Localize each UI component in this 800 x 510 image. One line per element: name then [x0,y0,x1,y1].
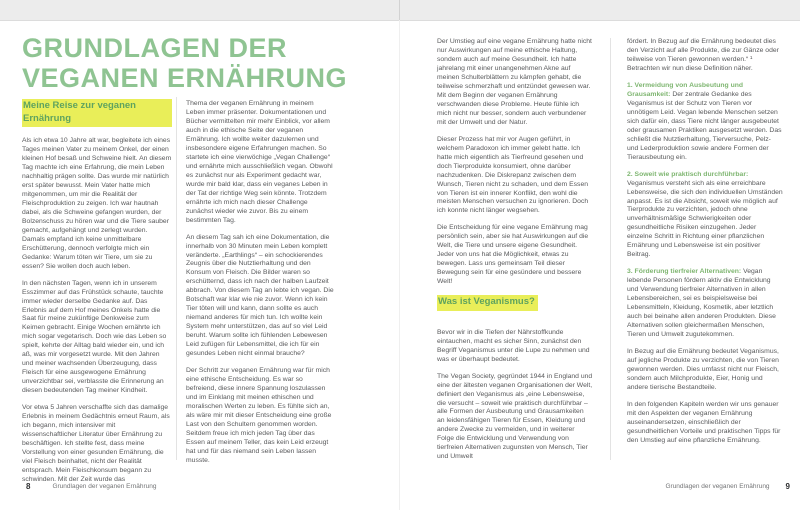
footer-chapter-label: Grundlagen der veganen Ernährung [665,483,770,490]
right-page-column-1 [437,38,593,462]
definition-item-text: Veganismus versteht sich als eine erreichbare Lebensweise, die sich den individuellen Umständen anpasst. Es ist die Absicht, soweit wie möglich auf Tierprodukte zu verzichten, jedoch ohne unverhältnismäßige Schwierigkeiten oder gesundheitliche Risiken einzugehen. Jeder einzelne Schritt in Richtung einer pflanzlichen Ernährung und Lebensweise ist ein positiver Beitrag. [627,179,783,259]
body-paragraph: Bevor wir in die Tiefen der Nährstoffkunde eintauchen, macht es sicher Sinn, zunächst den Begriff Veganismus unter die Lupe zu nehmen und was er überhaupt bedeutet. [437,328,590,363]
body-paragraph: In Bezug auf die Ernährung bedeutet Veganismus, auf jegliche Produkte zu verzichten, die von Tieren gewonnen werden. Dies umfasst nicht nur Fleisch, sondern auch Milchprodukte, Eier, Honig und andere tierische Bestandteile. [627,348,779,391]
right-page-footer [627,482,790,491]
definition-item-lead: 1. Vermeidung von Ausbeutung und Grausamkeit: [627,81,744,98]
body-paragraph: The Vegan Society, gegründet 1944 in England und eine der ältesten veganen Organisationen der Welt, definiert den Veganismus als „eine Lebensweise, die versucht – soweit wie praktisch durchführbar – alle Formen der Ausbeutung und Grausamkeiten an leidensfähigen Tieren für Essen, Kleidung und andere Zwecke zu vermeiden, und in weiterer Folge die Entwicklung und Verwendung von tierfreien Alternativen zugunsten von Mensch, Tier und Umwelt [437,372,593,461]
body-paragraph: In den folgenden Kapiteln werden wir uns genauer mit den Aspekten der veganen Ernährung auseinandersetzen, einschließlich der gesundheitlichen Vorteile und praktischen Tipps für den Umstieg auf eine pflanzliche Ernährung. [627,400,781,444]
left-page-footer [26,482,157,491]
section-heading-was-ist-veganismus: Was ist Veganismus? [437,295,538,311]
body-paragraph: Thema der veganen Ernährung in meinem Leben immer präsenter. Dokumentationen und Bücher vermittelten mir mehr Einblick, vor allem auch in die ethische Seite der veganen Ernährung. Ich wollte weiter dazulernen und insbesondere eigene Erfahrungen machen. So startete ich eine vierwöchige „Vegan Challenge“ und ernährte mich ausschließlich vegan. Obwohl es zunächst nur als Experiment gedacht war, wurde mir bald klar, dass ein veganes Leben in der Tat der richtige Weg sein könnte. Trotzdem ernährte ich mich nach dieser Challenge zunächst wieder wie zuvor. Bis zu einem bestimmten Tag. [186,100,333,224]
chapter-title-line1: GRUNDLAGEN DER [22,33,288,63]
body-paragraph: Vor etwa 5 Jahren verschaffte sich das damalige Erlebnis in meinem Gedächtnis erneut Raum, als ich begann, mich intensiver mit wissenschaftlicher Literatur über Ernährung zu beschäftigen. Ich stellte fest, dass meine Vorstellung von einer gesunden Ernährung, die viel Fleisch beinhaltet, nicht der Realität entsprach. Mein Fleischkonsum begann zu schwinden. Mit der Zeit wurde das [22,404,170,483]
body-paragraph: An diesem Tag sah ich eine Dokumentation, die innerhalb von 30 Minuten mein Leben komplett veränderte. „Earthlings“ – ein schockierendes Zeugnis über die Nutztierhaltung und den Konsum von Fleisch. Die Bilder waren so erschütternd, dass ich nach der halben Laufzeit abbrach. Von diesem Tag an lebte ich vegan. Die Botschaft war klar wie nie zuvor. Wenn ich kein Tier töten will und kann, dann sollte es auch niemand anderes für mich tun. Ich wollte kein System mehr unterstützen, das auf so viel Leid beruht. Warum sollte ich fühlenden Lebewesen Leid zufügen für Lebensmittel, die ich für ein gesundes Leben nicht einmal brauche? [186,233,334,358]
body-paragraph: Der Schritt zur veganen Ernährung war für mich eine ethische Entscheidung. Es war so befreiend, diese innere Spannung loszulassen und im Einklang mit meinen ethischen und moralischen Werten zu leben. Es fühlte sich an, als wäre mir mit dieser Entscheidung eine große Last von den Schultern genommen worden. Seitdem freue ich mich jeden Tag über das Essen auf meinem Teller, das kein Leid erzeugt hat und für das niemand sein Leben lassen musste. [186,367,332,464]
left-page-column-rule [176,97,177,460]
definition-item-text: Der zentrale Gedanke des Veganismus ist der Schutz von Tieren vor unnötigem Leid. Vegan lebende Menschen setzen sich dafür ein, dass Tiere nicht länger ausgebeutet oder grausamen Praktiken ausgesetzt werden. Das schließt die Nutztierhaltung, Tierversuche, Pelz- und Lederproduktion sowie andere Formen der Tierausbeutung ein. [627,90,782,161]
chapter-title [22,33,382,93]
left-page-column-2 [186,100,334,466]
body-paragraph: Der Umstieg auf eine vegane Ernährung hatte nicht nur Auswirkungen auf meine ethische Haltung, sondern auch auf meine Gesundheit. Ich hatte jahrelang mit einer unangenehmen Akne auf meinen Schulterblättern zu kämpfen gehabt, die teilweise schmerzhaft und entzündet gewesen war. Mit dem Beginn der veganen Ernährung verschwanden diese Probleme. Heute fühle ich mich nicht nur besser, sondern auch verbundener mit der Umwelt und der Natur. [437,38,592,126]
numbered-definition-item [627,268,783,340]
numbered-definition-item [627,82,783,163]
page-spine-top-mark [399,0,400,20]
footer-page-number: 9 [785,482,790,491]
right-page-column-2 [627,38,783,446]
section-heading-meine-reise: Meine Reise zur veganen Ernährung [22,99,172,127]
page-top-margin [0,0,800,21]
numbered-definition-item [627,171,783,261]
definition-item-lead: 3. Förderung tierfreier Alternativen: [627,268,742,276]
left-page-column-1 [22,99,172,485]
footer-page-number: 8 [26,482,31,491]
page-spine-divider [399,0,400,510]
chapter-title-line2: VEGANEN ERNÄHRUNG [22,63,348,93]
definition-item-lead: 2. Soweit wie praktisch durchführbar: [627,170,749,178]
body-paragraph: Die Entscheidung für eine vegane Ernährung mag persönlich sein, aber sie hat Auswirkungen auf die Welt, die Tiere und unsere eigene Gesundheit. Jeder von uns hat die Möglichkeit, etwas zu bewegen. Lass uns gemeinsam Teil dieser Bewegung sein für eine gesündere und bessere Welt! [437,224,589,286]
body-paragraph: Dieser Prozess hat mir vor Augen geführt, in welchem Paradoxon ich immer gelebt hatte. Ich hatte mich eigentlich als Tierfreund gesehen und doch Tierprodukte konsumiert, ohne darüber nachzudenken. Die Diskrepanz zwischen dem Wunsch, Tieren nicht zu schaden, und dem Essen von Tieren ist ein innerer Konflikt, den wohl die meisten Menschen versuchen zu ignorieren. Doch ich konnte nicht länger wegsehen. [437,135,589,215]
definition-item-text: Vegan lebende Personen fördern aktiv die Entwicklung und Verwendung tierfreier Alternativen in allen Lebensbereichen, sei es beispielsweise bei Lebensmitteln, Kleidung, Kosmetik, aber letztlich auch bei beinahe allen anderen Produkten. Diese Alternativen sollen gleichermaßen Menschen, Tieren und Umwelt zugutekommen. [627,268,776,339]
body-paragraph: Als ich etwa 10 Jahre alt war, begleitete ich eines Tages meinen Vater zu meinem Onkel, der einen kleinen Hof besaß und Schweine hielt. An diesem Tag machte ich eine Erfahrung, die mein Leben nachhaltig prägen sollte. Das wurde mir natürlich erst später bewusst. Mein Vater hatte mich mitgenommen, um mir die Realität der Fleischproduktion zu zeigen. Ich war hautnah dabei, als die Schweine gefangen wurden, der Bolzenschuss zu hören war und die Tiere sauber gemacht, aufgehängt und zerlegt wurden. Damals empfand ich keine unmittelbare Erschütterung, dennoch verfolgte mich ein Gedanke: Warum töten wir Tiere, um sie zu essen? Sie wollen doch auch leben. [22,137,172,270]
body-paragraph: fördert. In Bezug auf die Ernährung bedeutet dies den Verzicht auf alle Produkte, die zur Gänze oder teilweise von Tieren gewonnen werden.“ ¹ Betrachten wir nun diese Definition näher. [627,38,779,72]
footer-chapter-label: Grundlagen der veganen Ernährung [52,483,157,490]
body-paragraph: In den nächsten Tagen, wenn ich in unserem Esszimmer auf das Frühstück schaute, tauchte immer wieder derselbe Gedanke auf. Das Erlebnis auf dem Hof meines Onkels hatte die Saat für meine zukünftige Denkweise zum Keimen gebracht. Einige Wochen ernährte ich mich sogar vegetarisch. Doch wie das Leben so spielt, kehrte der Alltag bald wieder ein, und ich aß, was mir vorgesetzt wurde. Mit den Jahren und meiner wachsenden Überzeugung, dass Fleisch für eine ausgewogene Ernährung unverzichtbar sei, verblasste die Erinnerung an diesen bedeutenden Tag meiner Kindheit. [22,279,167,395]
right-page-column-rule [610,38,611,460]
